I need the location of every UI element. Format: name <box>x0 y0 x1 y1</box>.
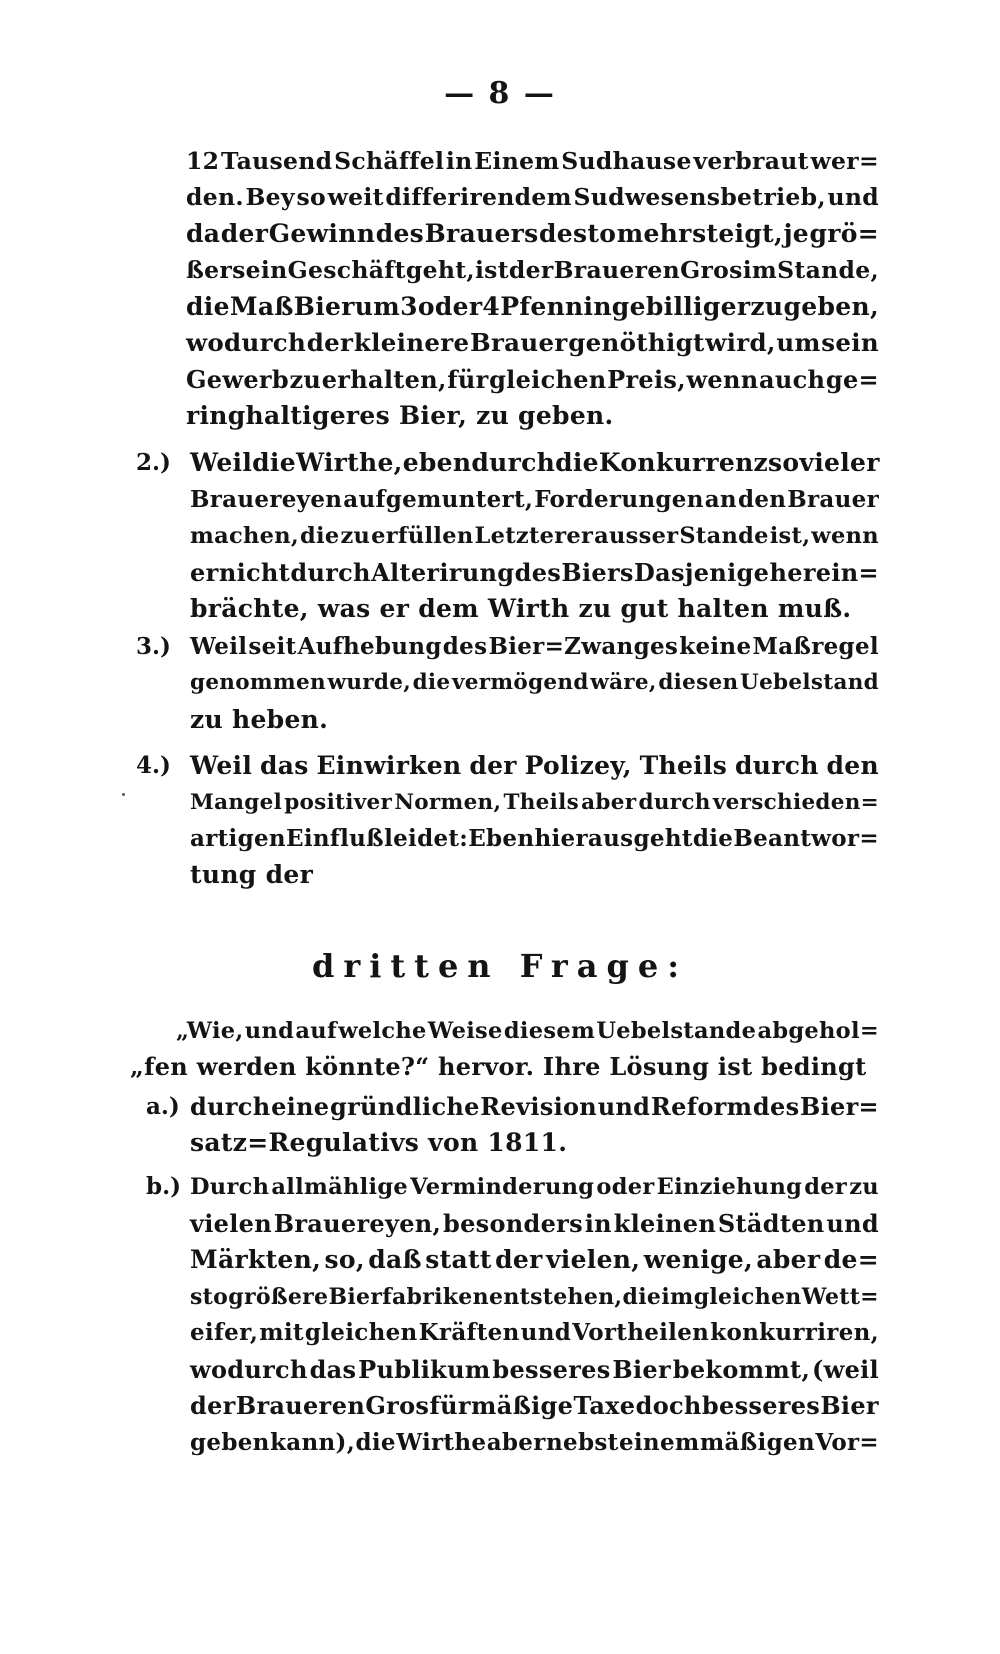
text-line: den. Bey so weit differirendem Sudwesensbetrieb, und <box>186 183 879 211</box>
text-line: artigen Einfluß leidet: Eben hieraus geht die Beantwor= <box>190 825 879 852</box>
list-marker: a.) <box>146 1093 180 1120</box>
text-line: Weil seit Aufhebung des Bier=Zwanges keine Maßregel <box>190 633 879 660</box>
text-line: brächte, was er dem Wirth zu gut halten muß. <box>190 594 852 623</box>
text-line: die Maß Bier um 3 oder 4 Pfenninge billiger zu geben, <box>186 292 879 321</box>
text-line: genommen wurde, die vermögend wäre, diesen Uebelstand <box>190 670 879 695</box>
text-line: „fen werden könnte?“ hervor. Ihre Lösung ist bedingt <box>130 1052 867 1081</box>
page-number: — 8 — <box>444 76 556 111</box>
list-marker: 4.) <box>136 752 171 779</box>
ink-speck <box>122 793 125 796</box>
text-line: ringhaltigeres Bier, zu geben. <box>186 401 614 430</box>
text-line: machen, die zu erfüllen Letzterer ausser Stande ist, wenn <box>190 523 879 549</box>
text-line: Weil das Einwirken der Polizey, Theils durch den <box>190 751 879 780</box>
text-line: der Brauer en Gros für mäßige Taxe doch besseres Bier <box>190 1391 879 1420</box>
text-line: zu heben. <box>190 705 329 734</box>
text-line: durch eine gründliche Revision und Reform des Bier= <box>190 1092 879 1121</box>
section-heading: dritten Frage: <box>311 947 688 985</box>
text-line: satz=Regulativs von 1811. <box>190 1128 568 1157</box>
list-marker: 2.) <box>136 449 171 476</box>
text-line: sto größere Bierfabriken entstehen, die im gleichen Wett= <box>190 1284 879 1310</box>
text-line: tung der <box>190 860 314 889</box>
text-line: Weil die Wirthe, eben durch die Konkurrenz so vieler <box>190 448 880 477</box>
text-line: geben kann), die Wirthe aber nebst einem mäßigen Vor= <box>190 1429 879 1456</box>
text-line: er nicht durch Alterirung des Biers Dasjenige herein= <box>190 558 879 587</box>
text-line: Gewerb zu erhalten, für gleichen Preis, wenn auch ge= <box>186 365 879 394</box>
text-line: Brauereyen aufgemuntert, Forderungen an den Brauer <box>190 486 879 513</box>
text-line: Durch allmählige Verminderung oder Einziehung der zu <box>190 1174 879 1200</box>
text-line: wodurch das Publikum besseres Bier bekommt, (weil <box>190 1355 879 1384</box>
list-marker: b.) <box>146 1173 181 1200</box>
text-line: Märkten, so, daß statt der vielen, wenige, aber de= <box>190 1245 879 1274</box>
text-line: 12 Tausend Schäffel in Einem Sudhause verbraut wer= <box>186 147 879 175</box>
text-line: „Wie, und auf welche Weise diesem Uebelstande abgehol= <box>176 1018 879 1044</box>
text-line: da der Gewinn des Brauers desto mehr steigt, je grö= <box>186 219 879 248</box>
list-marker: 3.) <box>136 633 171 660</box>
text-line: eifer, mit gleichen Kräften und Vortheilen konkurriren, <box>190 1319 879 1346</box>
text-line: Mangel positiver Normen, Theils aber durch verschieden= <box>190 790 879 815</box>
text-line: wodurch der kleinere Brauer genöthigt wird, um sein <box>186 328 879 357</box>
text-line: ßer sein Geschäft geht, ist der Brauer en Gros im Stande, <box>186 256 879 284</box>
text-line: vielen Brauereyen, besonders in kleinen Städten und <box>190 1209 879 1238</box>
